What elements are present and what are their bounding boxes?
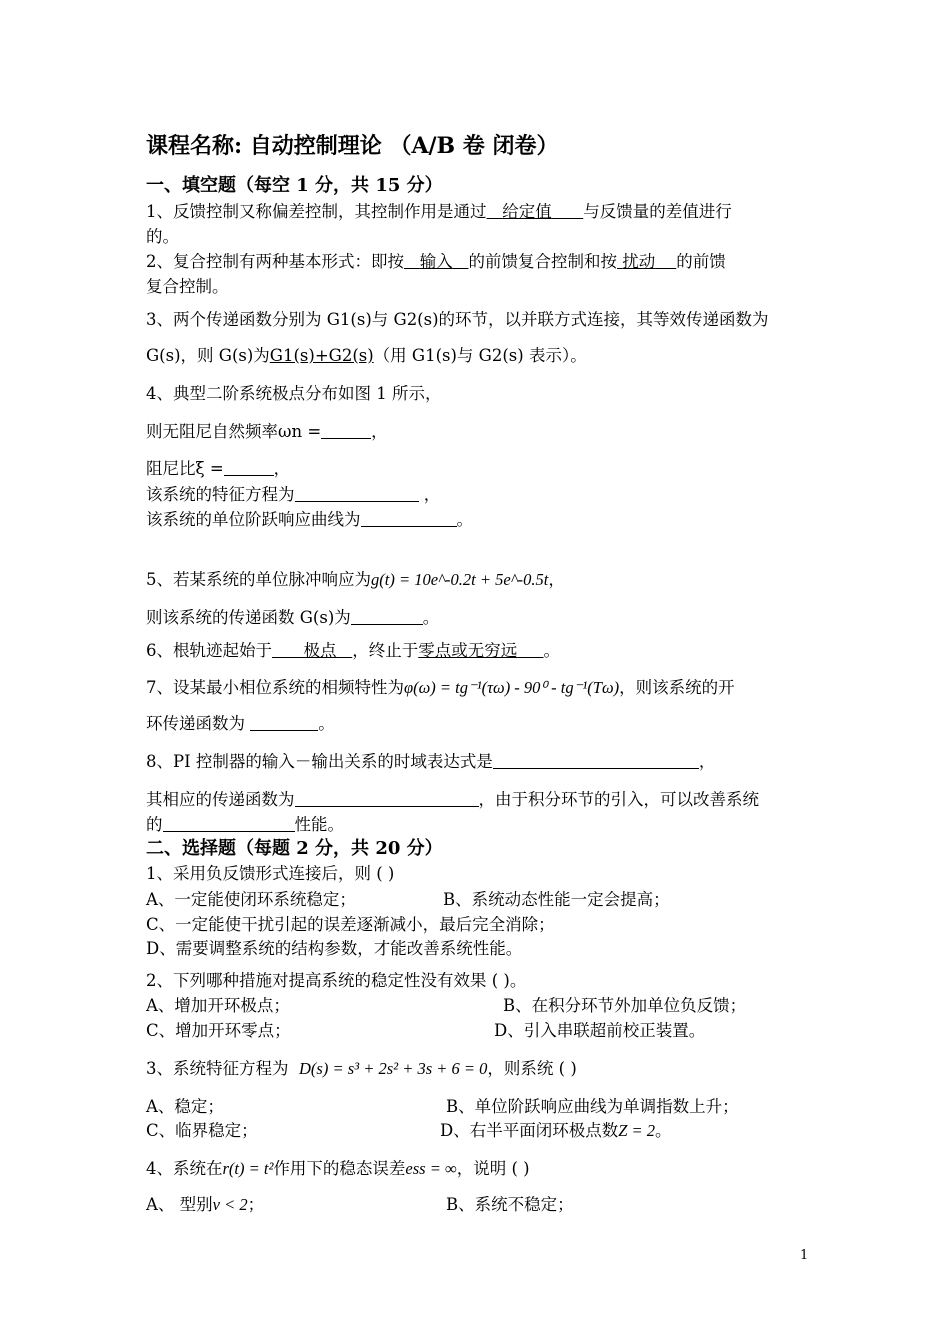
blank-improved-performance[interactable] bbox=[163, 815, 295, 832]
blank-step-response[interactable] bbox=[361, 510, 457, 527]
section-choice-heading: 二、选择题（每题 2 分，共 20 分） bbox=[146, 838, 443, 859]
choice-2-stem: 2、下列哪种措施对提高系统的稳定性没有效果 ( )。 bbox=[146, 971, 527, 990]
choice-1-stem: 1、采用负反馈形式连接后，则 ( ) bbox=[146, 864, 395, 883]
question-4-line-1: 4、典型二阶系统极点分布如图 1 所示， bbox=[146, 384, 442, 403]
choice-2-option-c[interactable]: C、增加开环零点； bbox=[146, 1021, 291, 1040]
characteristic-equation-formula: D(s) = s³ + 2s² + 3s + 6 = 0 bbox=[299, 1059, 488, 1078]
choice-4-option-a[interactable]: A、 型别v < 2； bbox=[146, 1195, 265, 1214]
blank-pi-time-domain[interactable] bbox=[493, 752, 699, 769]
answer-3: G1(s)+G2(s) bbox=[269, 346, 374, 365]
choice-1-option-d[interactable]: D、需要调整系统的结构参数，才能改善系统性能。 bbox=[146, 939, 523, 958]
question-2-line-1: 2、复合控制有两种基本形式：即按 输入 的前馈复合控制和按 扰动 的前馈 bbox=[146, 252, 726, 271]
question-2-line-2: 复合控制。 bbox=[146, 277, 229, 296]
blank-characteristic-equation[interactable] bbox=[295, 485, 419, 502]
question-1-line-2: 的。 bbox=[146, 227, 179, 246]
phase-frequency-formula: φ(ω) = tg⁻¹(τω) - 90⁰ - tg⁻¹(Tω) bbox=[404, 678, 620, 697]
impulse-response-formula: g(t) = 10e^-0.2t + 5e^-0.5t bbox=[371, 570, 549, 589]
answer-2a: 输入 bbox=[419, 252, 453, 271]
section-fill-blank-heading: 一、填空题（每空 1 分，共 15 分） bbox=[146, 175, 443, 196]
question-5-line-2: 则该系统的传递函数 G(s)为 。 bbox=[146, 608, 440, 627]
blank-open-loop-tf[interactable] bbox=[250, 714, 318, 731]
question-3-line-2: G(s)，则 G(s)为G1(s)+G2(s)（用 G1(s)与 G2(s) 表示）。 bbox=[146, 346, 587, 365]
choice-3-option-a[interactable]: A、稳定； bbox=[146, 1097, 224, 1116]
choice-1-option-a[interactable]: A、一定能使闭环系统稳定； bbox=[146, 890, 356, 909]
question-3-line-1: 3、两个传递函数分别为 G1(s)与 G2(s)的环节，以并联方式连接，其等效传递函数为 bbox=[146, 310, 769, 329]
choice-2-option-b[interactable]: B、在积分环节外加单位负反馈； bbox=[503, 996, 747, 1015]
answer-2b: 扰动 bbox=[622, 252, 656, 271]
choice-3-option-d[interactable]: D、右半平面闭环极点数Z = 2。 bbox=[440, 1121, 672, 1140]
page-number: 1 bbox=[800, 1248, 809, 1263]
question-4-line-5: 该系统的单位阶跃响应曲线为 。 bbox=[146, 510, 473, 529]
blank-damping-ratio[interactable] bbox=[224, 459, 274, 476]
blank-transfer-function[interactable] bbox=[351, 608, 423, 625]
choice-3-option-b[interactable]: B、单位阶跃响应曲线为单调指数上升； bbox=[446, 1097, 739, 1116]
blank-pi-transfer-function[interactable] bbox=[295, 790, 479, 807]
question-7-line-1: 7、设某最小相位系统的相频特性为φ(ω) = tg⁻¹(τω) - 90⁰ - tg⁻¹(Tω)，则该系统的开 bbox=[146, 678, 735, 697]
choice-2-option-a[interactable]: A、增加开环极点； bbox=[146, 996, 290, 1015]
choice-2-option-d[interactable]: D、引入串联超前校正装置。 bbox=[494, 1021, 706, 1040]
question-1-line-1: 1、反馈控制又称偏差控制，其控制作用是通过 给定值 与反馈量的差值进行 bbox=[146, 202, 732, 221]
choice-1-option-b[interactable]: B、系统动态性能一定会提高； bbox=[443, 890, 670, 909]
answer-1: 给定值 bbox=[502, 202, 552, 221]
question-8-line-1: 8、PI 控制器的输入－输出关系的时域表达式是 ， bbox=[146, 752, 716, 771]
choice-4-stem: 4、系统在r(t) = t²作用下的稳态误差ess = ∞，说明 ( ) bbox=[146, 1159, 530, 1178]
question-4-line-2: 则无阻尼自然频率ωn = ， bbox=[146, 422, 388, 441]
question-8-line-3: 的 性能。 bbox=[146, 815, 344, 834]
question-4-line-4: 该系统的特征方程为 ， bbox=[146, 485, 441, 504]
blank-omega-n[interactable] bbox=[321, 422, 371, 439]
input-signal-formula: r(t) = t² bbox=[222, 1159, 274, 1178]
question-7-line-2: 环传递函数为 。 bbox=[146, 714, 335, 733]
answer-6a: 极点 bbox=[303, 641, 337, 660]
question-8-line-2: 其相应的传递函数为 ，由于积分环节的引入，可以改善系统 bbox=[146, 790, 759, 809]
question-4-line-3: 阻尼比ξ = ， bbox=[146, 459, 291, 478]
course-title: 课程名称: 自动控制理论 （A/B 卷 闭卷） bbox=[146, 133, 559, 159]
question-6: 6、根轨迹起始于 极点 ，终止于零点或无穷远 。 bbox=[146, 641, 560, 660]
choice-3-stem: 3、系统特征方程为 D(s) = s³ + 2s² + 3s + 6 = 0，则系统 ( ) bbox=[146, 1059, 577, 1078]
answer-6b: 零点或无穷远 bbox=[418, 641, 518, 660]
steady-state-error-formula: ess = ∞ bbox=[405, 1159, 457, 1178]
choice-3-option-c[interactable]: C、临界稳定； bbox=[146, 1121, 258, 1140]
choice-1-option-c[interactable]: C、一定能使干扰引起的误差逐渐减小，最后完全消除； bbox=[146, 915, 555, 934]
choice-4-option-b[interactable]: B、系统不稳定； bbox=[446, 1195, 574, 1214]
question-5-line-1: 5、若某系统的单位脉冲响应为g(t) = 10e^-0.2t + 5e^-0.5t， bbox=[146, 570, 565, 589]
